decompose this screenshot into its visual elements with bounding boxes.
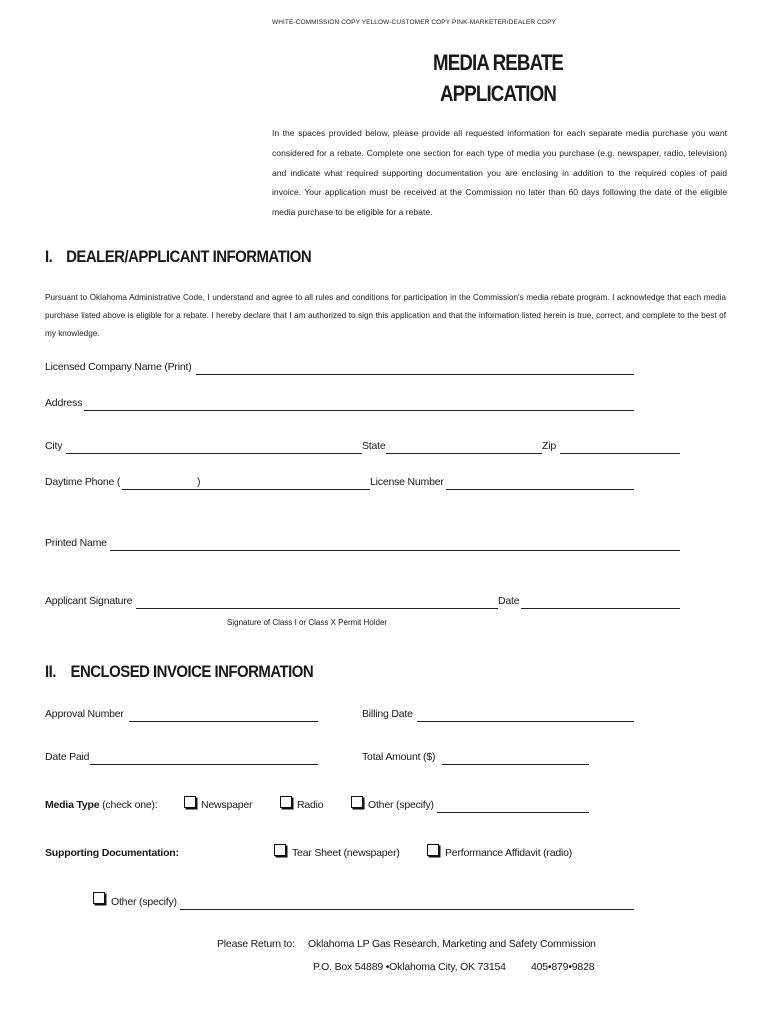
- tear-sheet-checkbox[interactable]: [274, 844, 286, 856]
- company-name-field[interactable]: [196, 374, 634, 375]
- media-radio-label: Radio: [297, 799, 324, 811]
- supporting-other-specify-field[interactable]: [180, 909, 634, 910]
- license-number-label: License Number: [370, 476, 444, 488]
- media-other-label: Other (specify): [368, 799, 434, 811]
- address-label: Address: [45, 397, 83, 409]
- area-code-close-paren: ): [197, 476, 201, 488]
- zip-field[interactable]: [560, 453, 680, 454]
- applicant-signature-label: Applicant Signature: [45, 595, 133, 607]
- city-field[interactable]: [66, 453, 362, 454]
- intro-paragraph: In the spaces provided below, please provide all requested information for each separate media purchase you want considered for a rebate. Complete one section for each type of media you purchase (e.g. newspaper, radio, television) and indicate what required supporting documentation you are enclosing in addition to the required copies of paid invoice. Your application must be received at the Commission no later than 60 days following the date of the eligible media purchase to be eligible for a rebate.: [272, 128, 727, 218]
- media-type-label: Media Type: [45, 799, 100, 811]
- date-paid-label: Date Paid: [45, 751, 90, 763]
- section-2-title: ENCLOSED INVOICE INFORMATION: [70, 662, 314, 681]
- daytime-phone-field[interactable]: [122, 489, 370, 490]
- state-label: State: [362, 440, 386, 452]
- city-label: City: [45, 440, 63, 452]
- media-type-hint: (check one):: [102, 799, 158, 811]
- section-2-heading: [45, 662, 313, 682]
- daytime-phone-label: Daytime Phone (: [45, 476, 121, 488]
- state-field[interactable]: [386, 453, 542, 454]
- license-number-field[interactable]: [446, 489, 634, 490]
- media-newspaper-label: Newspaper: [201, 799, 253, 811]
- approval-number-label: Approval Number: [45, 708, 124, 720]
- return-address: P.O. Box 54889 •Oklahoma City, OK 73154: [313, 961, 506, 973]
- tear-sheet-label: Tear Sheet (newspaper): [292, 847, 400, 859]
- supporting-other-label: Other (specify): [111, 896, 177, 908]
- return-label: Please Return to:: [217, 938, 295, 950]
- signature-date-label: Date: [498, 595, 520, 607]
- billing-date-label: Billing Date: [362, 708, 413, 720]
- media-newspaper-checkbox[interactable]: [184, 796, 196, 808]
- performance-affidavit-label: Performance Affidavit (radio): [445, 847, 573, 859]
- company-name-label: Licensed Company Name (Print): [45, 361, 192, 373]
- return-organization: Oklahoma LP Gas Research, Marketing and Safety Commission: [308, 938, 596, 950]
- applicant-statement: Pursuant to Oklahoma Administrative Code, I understand and agree to all rules and conditions for participation in the Commission's media rebate program. I acknowledge that each media purchase listed above is eligible for a rebate. I hereby declare that I am authorized to sign this application and that the information listed herein is true, correct, and complete to the best of my knowledge.: [45, 293, 726, 338]
- supporting-documentation-label: Supporting Documentation:: [45, 847, 179, 859]
- billing-date-field[interactable]: [417, 721, 634, 722]
- supporting-other-checkbox[interactable]: [93, 892, 105, 904]
- media-radio-checkbox[interactable]: [280, 796, 292, 808]
- approval-number-field[interactable]: [129, 721, 318, 722]
- performance-affidavit-checkbox[interactable]: [427, 844, 439, 856]
- section-1-number: I.: [45, 247, 53, 266]
- signature-date-field[interactable]: [521, 608, 680, 609]
- zip-label: Zip: [542, 440, 556, 452]
- section-1-heading: [45, 247, 311, 267]
- applicant-signature-field[interactable]: [136, 608, 498, 609]
- form-title-line1: MEDIA REBATE: [432, 50, 564, 75]
- signature-note: Signature of Class I or Class X Permit Holder: [227, 618, 388, 627]
- form-title-line2: APPLICATION: [439, 81, 556, 106]
- address-field[interactable]: [84, 410, 634, 411]
- total-amount-field[interactable]: [442, 764, 589, 765]
- total-amount-label: Total Amount ($): [362, 751, 436, 763]
- media-other-checkbox[interactable]: [351, 796, 363, 808]
- printed-name-field[interactable]: [110, 550, 680, 551]
- printed-name-label: Printed Name: [45, 537, 107, 549]
- section-2-number: II.: [45, 662, 56, 681]
- copy-distribution-line: WHITE-COMMISSION COPY YELLOW-CUSTOMER COPY PINK-MARKETER/DEALER COPY: [272, 19, 556, 26]
- media-type-row-label: [45, 799, 158, 811]
- media-other-specify-field[interactable]: [437, 812, 589, 813]
- section-1-title: DEALER/APPLICANT INFORMATION: [66, 247, 312, 266]
- date-paid-field[interactable]: [90, 764, 318, 765]
- return-phone: 405•879•9828: [531, 961, 595, 973]
